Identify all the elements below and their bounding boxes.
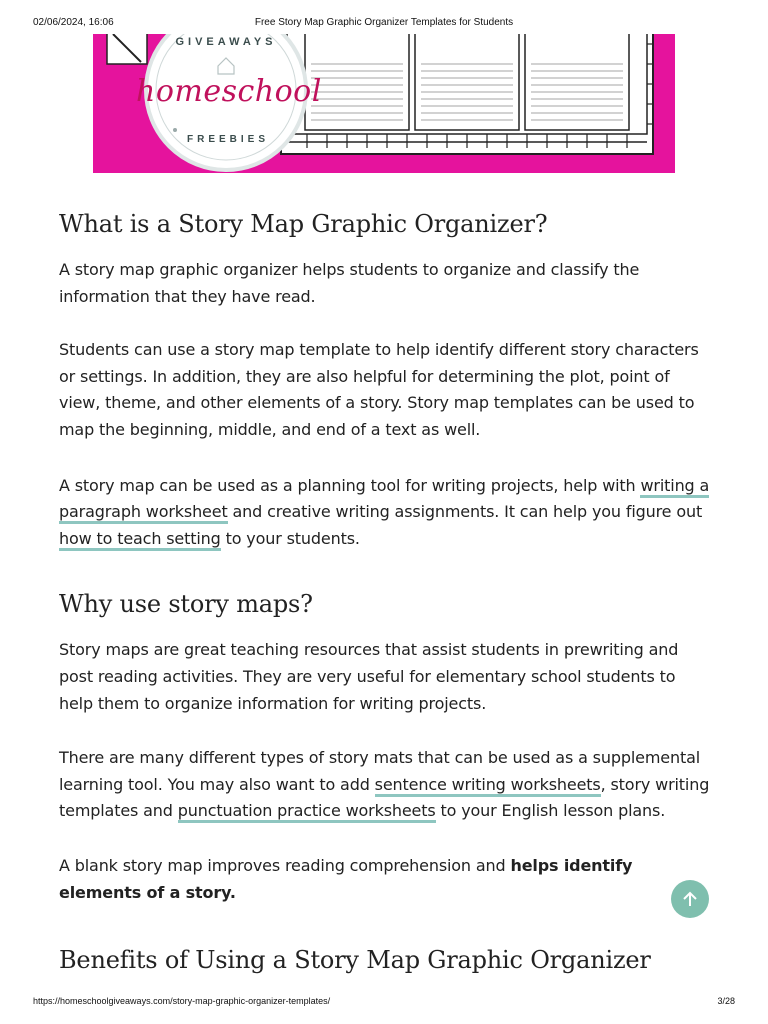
section-heading-what-is: What is a Story Map Graphic Organizer? — [59, 210, 548, 238]
paragraph-text: and creative writing assignments. It can help you figure out — [227, 502, 703, 522]
link-punctuation-practice-worksheets[interactable]: punctuation practice worksheets — [178, 801, 436, 823]
bold-text: helps identify elements of a story. — [59, 855, 633, 902]
link-sentence-writing-worksheets[interactable]: sentence writing worksheets — [375, 775, 601, 797]
paragraph-text: A story map can be used as a planning tool for writing projects, help with — [59, 475, 641, 495]
paragraph — [59, 853, 714, 906]
print-date: 02/06/2024, 16:06 — [33, 17, 114, 28]
print-footer — [0, 996, 768, 1012]
paragraph: A story map graphic organizer helps students to organize and classify the information that they have read. — [59, 260, 640, 306]
section-heading-why-use: Why use story maps? — [59, 590, 313, 619]
paragraph: Story maps are great teaching resources that assist students in prewriting and post reading activities. They are very useful for elementary school students to help them to organize information for writing projects. — [59, 640, 679, 713]
paragraph-text: to your English lesson plans. — [435, 801, 666, 821]
page-url: https://homeschoolgiveaways.com/story-map-graphic-organizer-templates/ — [33, 996, 331, 1006]
paragraph-text: to your students. — [220, 528, 360, 548]
paragraph: Students can use a story map template to help identify different story characters or settings. In addition, they are also helpful for determining the plot, point of view, theme, and other elements of a story. Story map templates can be used to map the beginning, middle, and end of a text as well. — [59, 340, 699, 439]
paragraph — [59, 473, 714, 553]
link-writing-paragraph-worksheet[interactable]: writing a paragraph worksheet — [59, 476, 709, 525]
print-header — [0, 0, 768, 34]
paragraph-text: , story writing templates and — [59, 774, 710, 821]
link-how-to-teach-setting[interactable]: how to teach setting — [59, 529, 221, 551]
arrow-up-icon — [680, 889, 700, 909]
site-logo: homeschool — [136, 74, 322, 109]
logo-top-text: GIVEAWAYS — [175, 36, 277, 48]
hero-image — [93, 34, 675, 173]
section-heading-benefits: Benefits of Using a Story Map Graphic Organizer — [59, 946, 651, 975]
article-body — [59, 200, 714, 976]
scroll-to-top-button[interactable] — [671, 880, 709, 918]
print-page-title: Free Story Map Graphic Organizer Templates for Students — [254, 17, 514, 28]
paragraph — [59, 745, 714, 825]
logo-bottom-text: FREEBIES — [186, 134, 269, 145]
page-number: 3/28 — [717, 996, 735, 1006]
paragraph-text: There are many different types of story mats that can be used as a supplemental learning tool. You may also want to add — [59, 748, 701, 794]
paragraph-text: A blank story map improves reading comprehension and — [59, 855, 511, 875]
